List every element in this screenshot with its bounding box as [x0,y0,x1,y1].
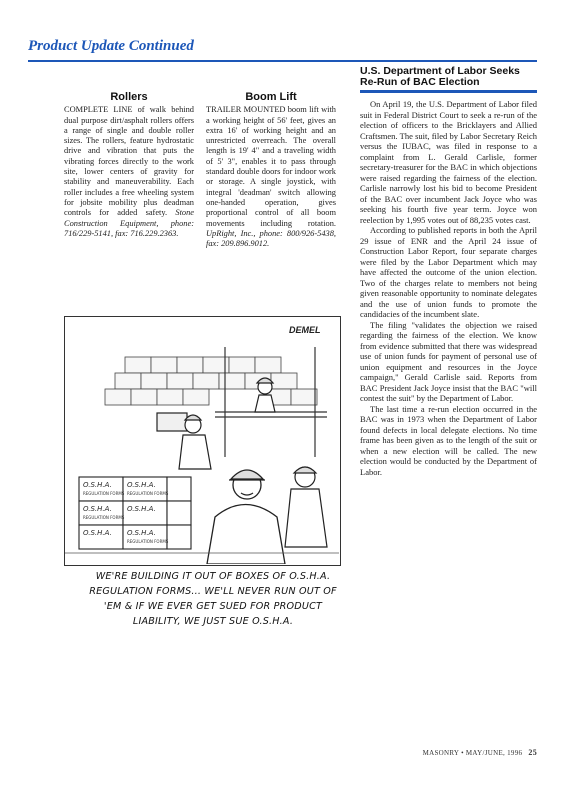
box-label: O.S.H.A. [127,529,156,537]
box-sublabel: REGULATION FORMS [83,491,125,496]
worker-carrying-box [157,413,211,469]
article-title: U.S. Department of Labor Seeks Re-Run of BAC Election [360,65,520,88]
rollers-title: Rollers [110,91,148,103]
box-sublabel: REGULATION FORMS [127,539,169,544]
box-label: O.S.H.A. [83,505,112,513]
publication-name: MASONRY • MAY/JUNE, 1996 [422,749,523,757]
page-number: 25 [528,748,537,757]
boom-lift-title: Boom Lift [245,91,297,103]
boom-lift-body-text: TRAILER MOUNTED boom lift with a working height of 56' feet, gives an extra 16' of working height and an unrestricted overreach. The overall length is 19' 4" and a traveling width of 5' 3", enables it to pass through standard double doors for indoor work or storage. A single joystick, with integral 'deadman' switch allowing one-handed operation, gives proportional control of all boom movements including rotation. [206,105,336,228]
article-paragraph: According to published reports in both the April 29 issue of ENR and the April 24 issue of Construction Labor Report, four separate charges were filed by the Labor Department which may have affected the outcome of the union election. Two of the charges relate to members not being given reasonable opportunity to nominate delegates and the use of union funds to promote the candidacies of the incumbent slate. [360,225,537,319]
boom-lift-body [206,105,336,249]
rollers-source: Stone Construction Equipment, phone: 716/229-5141, fax: 716.229.2363. [64,208,195,238]
box-label: O.S.H.A. [83,481,112,489]
article-paragraph: The last time a re-run election occurred in the BAC was in 1973 when the Department of Labor found defects in local delegate elections. No time frame has been given as to the length of the suit or when a new election will be called. The new election would be conducted by the Department of Labor. [360,403,537,477]
worker-right [285,467,327,547]
article-column [360,66,537,477]
rollers-column [64,92,194,239]
box-wall [105,357,317,405]
boom-lift-source: UpRight, Inc., phone: 800/926-5438, fax: 209.896.9012. [206,228,336,249]
foreman [207,470,285,564]
box-label: O.S.H.A. [127,481,156,489]
article-paragraph: The filing "validates the objection we raised regarding the fairness of the election. We know from evidence submitted that there was widespread use of union funds for payment of personal use of union equipment and resources in the Joyce campaign," Gerald Carlisle said. Reports from BAC President Jack Joyce insist that the BAC "will contest the suit" by the Department of Labor. [360,319,537,403]
cartoon-drawing [65,317,339,564]
page-footer [360,748,537,757]
rollers-body-text: COMPLETE LINE of walk behind dual purpose dirt/asphalt rollers offers a range of single and double roller sizes. The rollers, feature hydrostatic drive and vibration that puts the vibrating forces directly to the work site, lower centers of gravity for stability and maneuverability. Each roller includes a free wheeling system for jobsite mobility plus deadman controls for added safety. [64,105,194,218]
article-paragraph: On April 19, the U.S. Department of Labor filed suit in Federal District Court to seek a re-run of the election of officers to the Bricklayers and Allied Craftsmen. The suit, filed by Labor Secretary Reich versus the IUBAC, was filed in response to a complaint from L. Gerald Carlisle, former secretary-treasurer for the BAC in which objections were raised regarding the fairness of the election. Carlisle narrowly lost his bid to become President of the BAC over incumbent Jack Joyce who was seeking his fourth five year term. Joyce won reelection by 1,995 votes out of 88,235 votes cast. [360,99,537,225]
section-title: Product Update Continued [28,38,194,54]
cartoon-caption: WE'RE BUILDING IT OUT OF BOXES OF O.S.H.A. REGULATION FORMS... WE'LL NEVER RUN OUT OF 'EM & IF WE EVER GET SUED FOR PRODUCT LIABILITY, WE JUST SUE O.S.H.A. [89,571,337,627]
cartoon-signature: DEMEL [289,325,321,335]
box-sublabel: REGULATION FORMS [83,515,125,520]
cartoon-illustration [64,316,341,566]
article-title-rule [360,90,537,93]
rollers-body [64,105,194,239]
boom-lift-column [206,92,336,249]
box-sublabel: REGULATION FORMS [127,491,169,496]
box-label: O.S.H.A. [127,505,156,513]
box-label: O.S.H.A. [83,529,112,537]
section-rule [28,60,537,62]
